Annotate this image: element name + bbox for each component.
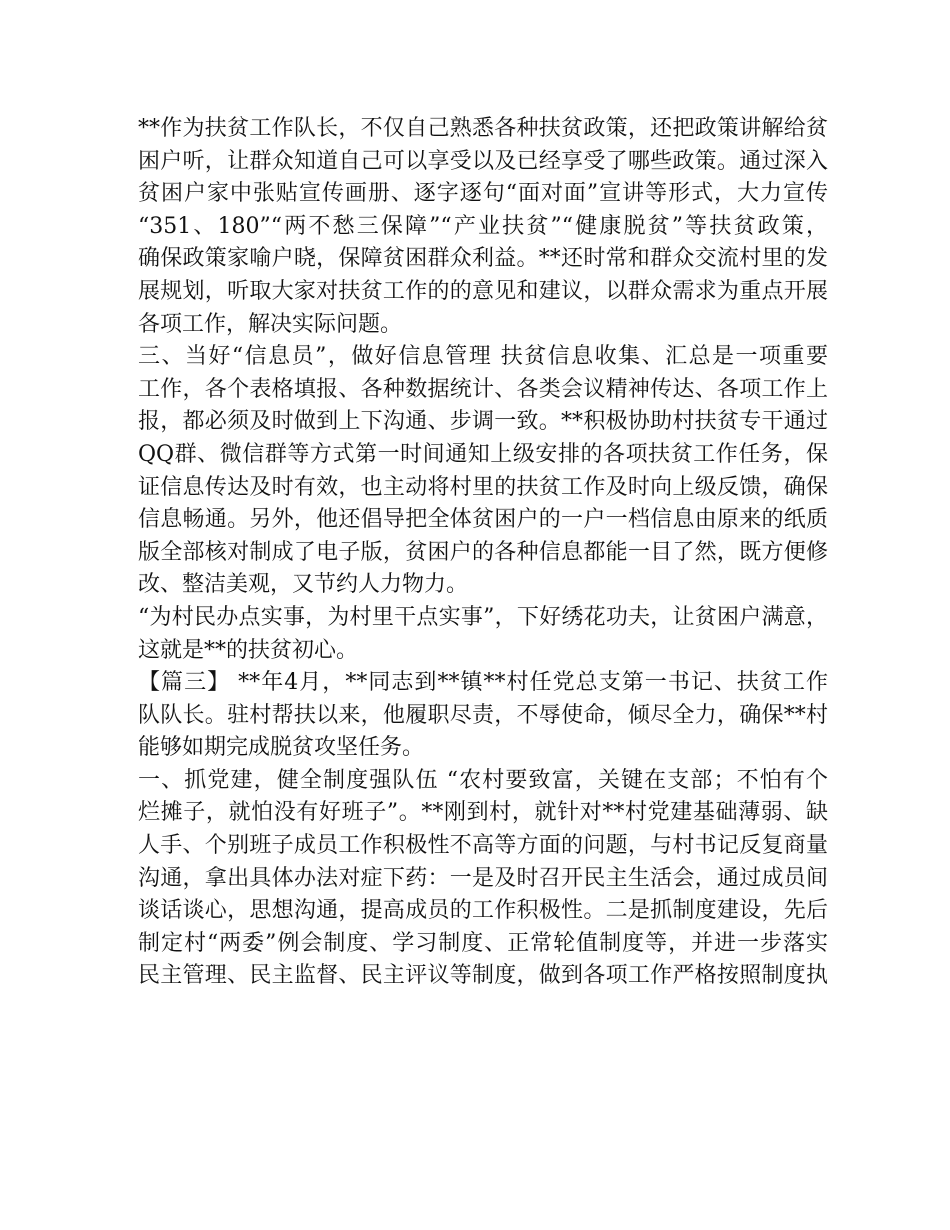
text-line: 队队长。驻村帮扶以来，他履职尽责，不辱使命，倾尽全力，确保**村 [138, 702, 828, 728]
text-line: 报，都必须及时做到上下沟通、步调一致。**积极协助村扶贫专干通过 [138, 409, 828, 435]
text-line: 信息畅通。另外，他还倡导把全体贫困户的一户一档信息由原来的纸质 [138, 507, 828, 533]
text-line: 展规划，听取大家对扶贫工作的的意见和建议，以群众需求为重点开展 [138, 278, 828, 304]
text-line: 改、整洁美观，又节约人力物力。 [138, 572, 469, 598]
text-line: 烂摊子，就怕没有好班子”。**刚到村，就针对**村党建基础薄弱、缺 [138, 800, 828, 826]
document-body [138, 113, 828, 993]
text-line: 三、当好“信息员”，做好信息管理 扶贫信息收集、汇总是一项重要 [138, 344, 828, 370]
text-line: 困户听，让群众知道自己可以享受以及已经享受了哪些政策。通过深入 [138, 148, 828, 174]
text-line: 能够如期完成脱贫攻坚任务。 [138, 735, 425, 761]
text-line: 版全部核对制成了电子版，贫困户的各种信息都能一目了然，既方便修 [138, 539, 828, 565]
text-line: QQ群、微信群等方式第一时间通知上级安排的各项扶贫工作任务，保 [138, 441, 828, 467]
text-line: 各项工作，解决实际问题。 [138, 311, 403, 337]
text-line: 民主管理、民主监督、民主评议等制度，做到各项工作严格按照制度执 [138, 963, 828, 989]
text-line: 一、抓党建，健全制度强队伍 “农村要致富，关键在支部；不怕有个 [138, 767, 828, 793]
text-line: 贫困户家中张贴宣传画册、逐字逐句“面对面”宣讲等形式，大力宣传 [138, 181, 828, 207]
text-line: 这就是**的扶贫初心。 [138, 637, 359, 663]
text-line: 确保政策家喻户晓，保障贫困群众利益。**还时常和群众交流村里的发 [138, 246, 828, 272]
text-line: 制定村“两委”例会制度、学习制度、正常轮值制度等，并进一步落实 [138, 930, 828, 956]
text-line: 谈话谈心，思想沟通，提高成员的工作积极性。二是抓制度建设，先后 [138, 898, 828, 924]
text-line: “为村民办点实事，为村里干点实事”，下好绣花功夫，让贫困户满意， [138, 604, 828, 630]
text-line: 【篇三】 **年4月，**同志到**镇**村任党总支第一书记、扶贫工作 [138, 670, 828, 696]
text-line: 证信息传达及时有效，也主动将村里的扶贫工作及时向上级反馈，确保 [138, 474, 828, 500]
text-line: 人手、个别班子成员工作积极性不高等方面的问题，与村书记反复商量 [138, 833, 828, 859]
text-line: “351、180”“两不愁三保障”“产业扶贫”“健康脱贫”等扶贫政策， [138, 213, 828, 239]
text-line: **作为扶贫工作队长，不仅自己熟悉各种扶贫政策，还把政策讲解给贫 [138, 116, 828, 141]
text-line: 工作，各个表格填报、各种数据统计、各类会议精神传达、各项工作上 [138, 376, 828, 402]
text-line: 沟通，拿出具体办法对症下药：一是及时召开民主生活会，通过成员间 [138, 865, 828, 891]
